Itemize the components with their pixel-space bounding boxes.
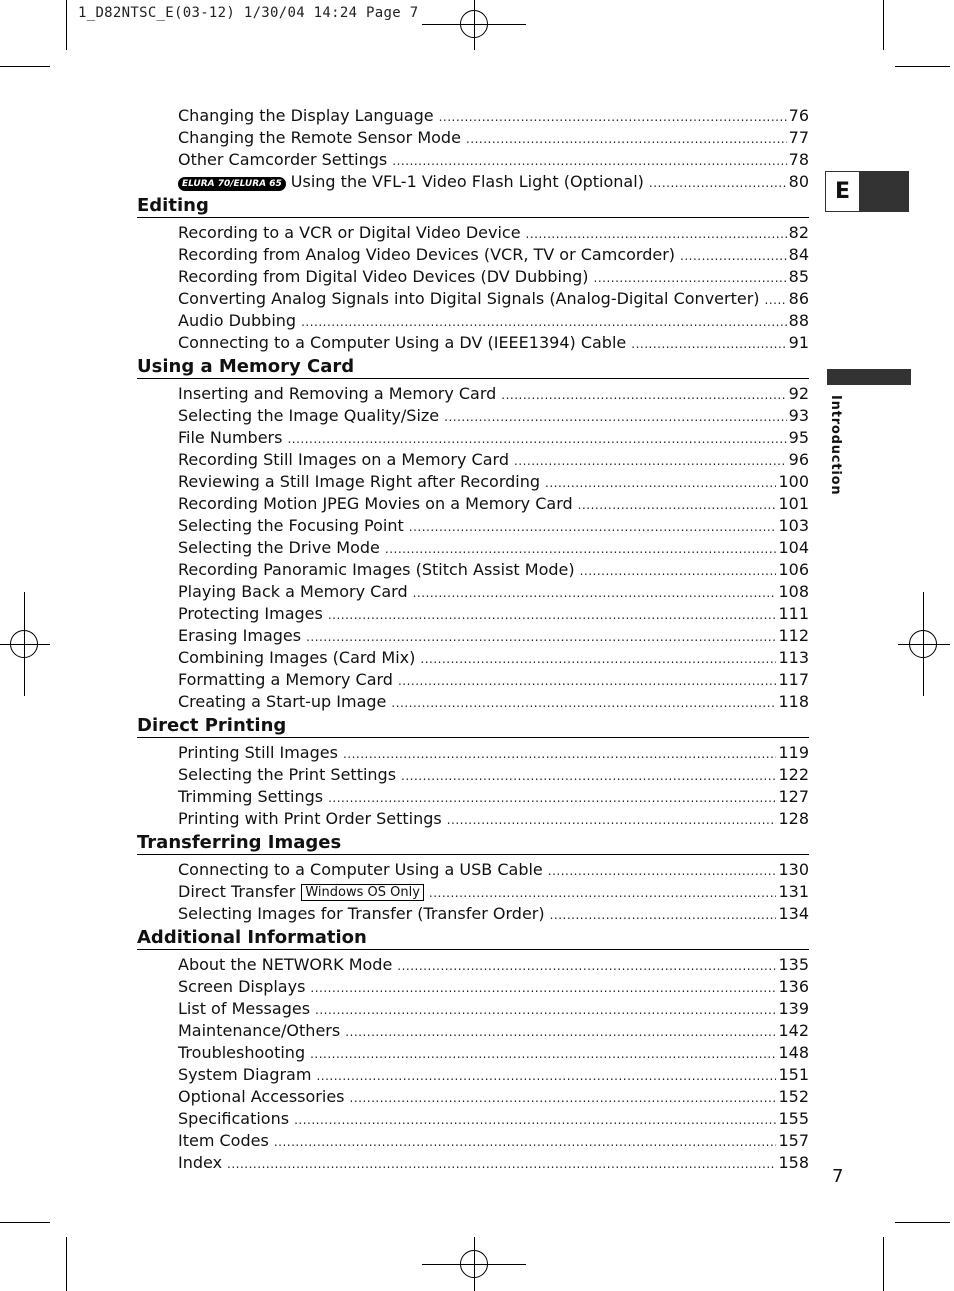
- toc-entry: [137, 1130, 809, 1152]
- leader-dots: [409, 516, 777, 538]
- toc-page-number: 80: [788, 172, 809, 191]
- toc-page-number: 78: [788, 150, 809, 169]
- leader-dots: [649, 172, 787, 194]
- registration-mark-top: [460, 10, 488, 38]
- section-heading: Additional Information: [137, 927, 809, 950]
- toc-entry: [137, 171, 809, 193]
- toc-entry-title: Other Camcorder Settings: [178, 150, 388, 169]
- toc-page-number: 152: [778, 1087, 809, 1106]
- leader-dots: [343, 743, 777, 765]
- toc-entry-title: Changing the Display Language: [178, 106, 434, 125]
- toc-entry-title: Combining Images (Card Mix): [178, 648, 416, 667]
- leader-dots: [680, 245, 787, 267]
- toc-entry-text: [178, 1130, 269, 1152]
- toc-entry-title: Protecting Images: [178, 604, 323, 623]
- side-bar: [827, 369, 911, 385]
- registration-mark-left: [10, 630, 38, 658]
- toc-entry-title: Reviewing a Still Image Right after Recording: [178, 472, 541, 491]
- toc-entry: [137, 998, 809, 1020]
- toc-entry-text: [178, 691, 386, 713]
- leader-dots: [310, 977, 776, 999]
- leader-dots: [413, 582, 777, 604]
- leader-dots: [274, 1131, 777, 1153]
- toc-page-number: 85: [788, 267, 809, 286]
- table-of-contents: [137, 105, 809, 1174]
- toc-entry-text: [178, 998, 310, 1020]
- toc-entry: [137, 1152, 809, 1174]
- toc-page-number: 148: [778, 1043, 809, 1062]
- toc-entry: [137, 903, 809, 925]
- leader-dots: [398, 670, 776, 692]
- toc-entry: [137, 603, 809, 625]
- toc-entry-text: [178, 903, 545, 925]
- toc-entry: [137, 288, 809, 310]
- toc-entry: [137, 625, 809, 647]
- toc-entry: [137, 244, 809, 266]
- toc-entry: [137, 427, 809, 449]
- crop-mark: [883, 1237, 884, 1291]
- model-badge: ELURA 70/ELURA 65: [178, 177, 286, 191]
- toc-page-number: 92: [788, 384, 809, 403]
- toc-entry-text: [178, 105, 434, 127]
- toc-entry-text: [178, 149, 387, 171]
- toc-entry-text: [178, 742, 338, 764]
- toc-entry-text: [178, 493, 573, 515]
- toc-entry-title: Recording from Digital Video Devices (DV Dubbing): [178, 267, 589, 286]
- toc-page-number: 157: [778, 1131, 809, 1150]
- toc-entry-title: Selecting the Focusing Point: [178, 516, 404, 535]
- toc-entry: [137, 493, 809, 515]
- toc-entry-text: [178, 288, 760, 310]
- section-heading: Editing: [137, 195, 809, 218]
- toc-entry-title: Recording from Analog Video Devices (VCR, TV or Camcorder): [178, 245, 676, 264]
- leader-dots: [328, 787, 776, 809]
- toc-entry: [137, 1020, 809, 1042]
- leader-dots: [444, 406, 787, 428]
- toc-entry-text: [178, 171, 644, 193]
- toc-page-number: 84: [788, 245, 809, 264]
- leader-dots: [315, 999, 776, 1021]
- toc-entry-text: [178, 603, 323, 625]
- toc-entry: [137, 691, 809, 713]
- toc-page-number: 77: [788, 128, 809, 147]
- toc-entry-text: [178, 222, 521, 244]
- crop-mark: [0, 66, 50, 67]
- os-tag: Windows OS Only: [301, 884, 424, 901]
- toc-page-number: 101: [778, 494, 809, 513]
- toc-entry-title: Recording Panoramic Images (Stitch Assist Mode): [178, 560, 575, 579]
- toc-page-number: 134: [778, 904, 809, 923]
- toc-entry: [137, 954, 809, 976]
- toc-page-number: 100: [778, 472, 809, 491]
- toc-entry-title: Specifications: [178, 1109, 290, 1128]
- toc-entry: [137, 1086, 809, 1108]
- toc-entry: [137, 105, 809, 127]
- toc-entry-text: [178, 127, 461, 149]
- toc-page-number: 86: [788, 289, 809, 308]
- toc-entry: [137, 222, 809, 244]
- toc-page-number: 104: [778, 538, 809, 557]
- leader-dots: [287, 428, 786, 450]
- toc-page-number: 135: [778, 955, 809, 974]
- toc-entry-title: Printing with Print Order Settings: [178, 809, 442, 828]
- toc-entry-title: List of Messages: [178, 999, 311, 1018]
- toc-page-number: 108: [778, 582, 809, 601]
- leader-dots: [310, 1043, 776, 1065]
- section-heading: Using a Memory Card: [137, 356, 809, 379]
- leader-dots: [227, 1153, 776, 1175]
- leader-dots: [439, 106, 787, 128]
- toc-entry-title: Selecting Images for Transfer (Transfer Order): [178, 904, 545, 923]
- toc-entry-text: [178, 332, 626, 354]
- toc-entry-title: Maintenance/Others: [178, 1021, 341, 1040]
- toc-entry-title: Optional Accessories: [178, 1087, 345, 1106]
- toc-entry-text: [178, 1042, 305, 1064]
- leader-dots: [397, 955, 776, 977]
- language-tab: [825, 171, 909, 212]
- toc-entry: [137, 764, 809, 786]
- crop-mark: [895, 66, 950, 67]
- toc-entry: [137, 1064, 809, 1086]
- toc-entry-title: Selecting the Print Settings: [178, 765, 397, 784]
- leader-dots: [294, 1109, 776, 1131]
- toc-entry-text: [178, 405, 439, 427]
- toc-entry-text: [178, 1064, 311, 1086]
- leader-dots: [328, 604, 777, 626]
- toc-entry-text: [178, 266, 589, 288]
- leader-dots: [316, 1065, 776, 1087]
- toc-entry-title: Formatting a Memory Card: [178, 670, 393, 689]
- toc-page-number: 151: [778, 1065, 809, 1084]
- toc-entry: [137, 1108, 809, 1130]
- leader-dots: [466, 128, 787, 150]
- leader-dots: [631, 333, 786, 355]
- leader-dots: [550, 904, 777, 926]
- leader-dots: [391, 692, 776, 714]
- leader-dots: [514, 450, 787, 472]
- toc-entry: [137, 515, 809, 537]
- toc-entry: [137, 786, 809, 808]
- toc-entry-title: Inserting and Removing a Memory Card: [178, 384, 497, 403]
- toc-page-number: 142: [778, 1021, 809, 1040]
- toc-entry: [137, 647, 809, 669]
- registration-mark-bottom: [460, 1250, 488, 1278]
- toc-entry-title: Changing the Remote Sensor Mode: [178, 128, 461, 147]
- toc-entry-title: Erasing Images: [178, 626, 302, 645]
- toc-page-number: 155: [778, 1109, 809, 1128]
- toc-entry-text: [178, 383, 496, 405]
- toc-page-number: 122: [778, 765, 809, 784]
- toc-entry: [137, 742, 809, 764]
- toc-entry-title: Playing Back a Memory Card: [178, 582, 408, 601]
- toc-page-number: 128: [778, 809, 809, 828]
- leader-dots: [401, 765, 776, 787]
- leader-dots: [350, 1087, 777, 1109]
- leader-dots: [429, 882, 777, 904]
- toc-page-number: 127: [778, 787, 809, 806]
- toc-entry: [137, 127, 809, 149]
- leader-dots: [594, 267, 787, 289]
- toc-entry-text: [178, 427, 282, 449]
- toc-entry-text: [178, 244, 675, 266]
- toc-entry: [137, 881, 809, 903]
- toc-page-number: 82: [788, 223, 809, 242]
- toc-page-number: 131: [778, 882, 809, 901]
- section-heading: Transferring Images: [137, 832, 809, 855]
- toc-entry: [137, 405, 809, 427]
- toc-entry: [137, 669, 809, 691]
- toc-entry-title: Selecting the Image Quality/Size: [178, 406, 440, 425]
- toc-page-number: 117: [778, 670, 809, 689]
- crop-mark: [66, 0, 67, 50]
- leader-dots: [306, 626, 776, 648]
- toc-page-number: 158: [778, 1153, 809, 1172]
- toc-entry-title: Using the VFL-1 Video Flash Light (Optional): [290, 172, 644, 191]
- toc-entry-title: Converting Analog Signals into Digital Signals (Analog-Digital Converter): [178, 289, 760, 308]
- crop-mark: [66, 1237, 67, 1291]
- toc-entry-title: Printing Still Images: [178, 743, 338, 762]
- toc-entry-title: Connecting to a Computer Using a DV (IEEE1394) Cable: [178, 333, 627, 352]
- toc-entry-text: [178, 1108, 289, 1130]
- toc-entry-title: About the NETWORK Mode: [178, 955, 393, 974]
- toc-entry: [137, 808, 809, 830]
- toc-entry-text: [178, 954, 392, 976]
- leader-dots: [447, 809, 777, 831]
- toc-entry-text: [178, 581, 408, 603]
- toc-entry: [137, 149, 809, 171]
- toc-entry-text: [178, 647, 415, 669]
- leader-dots: [578, 494, 777, 516]
- crop-mark: [883, 0, 884, 50]
- toc-page-number: 119: [778, 743, 809, 762]
- print-slug: 1_D82NTSC_E(03-12) 1/30/04 14:24 Page 7: [78, 5, 419, 21]
- toc-entry-text: [178, 808, 442, 830]
- toc-entry-title: Selecting the Drive Mode: [178, 538, 380, 557]
- toc-entry-title: System Diagram: [178, 1065, 312, 1084]
- side-label: Introduction: [828, 395, 843, 496]
- toc-entry-text: [178, 669, 393, 691]
- toc-page-number: 113: [778, 648, 809, 667]
- toc-page-number: 96: [788, 450, 809, 469]
- toc-entry-title: Index: [178, 1153, 223, 1172]
- leader-dots: [580, 560, 777, 582]
- toc-page-number: 91: [788, 333, 809, 352]
- toc-page-number: 95: [788, 428, 809, 447]
- toc-entry-text: [178, 881, 424, 903]
- toc-page-number: 118: [778, 692, 809, 711]
- toc-entry: [137, 976, 809, 998]
- crop-mark: [895, 1222, 950, 1223]
- toc-entry-title: Screen Displays: [178, 977, 306, 996]
- leader-dots: [501, 384, 786, 406]
- toc-page-number: 106: [778, 560, 809, 579]
- toc-entry: [137, 471, 809, 493]
- toc-page-number: 103: [778, 516, 809, 535]
- toc-entry-text: [178, 1152, 222, 1174]
- toc-entry-title: Connecting to a Computer Using a USB Cable: [178, 860, 543, 879]
- toc-entry: [137, 581, 809, 603]
- toc-entry-title: Recording Motion JPEG Movies on a Memory Card: [178, 494, 573, 513]
- toc-entry-title: Recording Still Images on a Memory Card: [178, 450, 509, 469]
- toc-entry-text: [178, 859, 543, 881]
- toc-entry-text: [178, 515, 404, 537]
- toc-page-number: 93: [788, 406, 809, 425]
- crop-mark: [0, 1222, 50, 1223]
- toc-entry-title: Direct Transfer: [178, 882, 296, 901]
- toc-page-number: 88: [788, 311, 809, 330]
- toc-entry-text: [178, 559, 575, 581]
- leader-dots: [345, 1021, 776, 1043]
- toc-entry-title: Recording to a VCR or Digital Video Device: [178, 223, 521, 242]
- language-tab-letter: E: [826, 172, 859, 211]
- toc-entry-text: [178, 786, 323, 808]
- toc-entry-text: [178, 537, 380, 559]
- toc-page-number: 112: [778, 626, 809, 645]
- toc-page-number: 139: [778, 999, 809, 1018]
- toc-entry: [137, 383, 809, 405]
- toc-entry-title: Creating a Start-up Image: [178, 692, 387, 711]
- leader-dots: [548, 860, 777, 882]
- toc-entry-text: [178, 976, 305, 998]
- toc-entry: [137, 859, 809, 881]
- page-number: 7: [832, 1166, 844, 1187]
- toc-entry-text: [178, 1020, 340, 1042]
- toc-entry-text: [178, 764, 396, 786]
- toc-entry: [137, 332, 809, 354]
- toc-entry-title: File Numbers: [178, 428, 283, 447]
- leader-dots: [545, 472, 776, 494]
- toc-page-number: 130: [778, 860, 809, 879]
- leader-dots: [765, 289, 787, 311]
- toc-entry: [137, 1042, 809, 1064]
- toc-page-number: 111: [778, 604, 809, 623]
- leader-dots: [420, 648, 776, 670]
- toc-page-number: 136: [778, 977, 809, 996]
- toc-entry-text: [178, 471, 540, 493]
- toc-entry-title: Trimming Settings: [178, 787, 324, 806]
- toc-entry: [137, 266, 809, 288]
- toc-entry: [137, 310, 809, 332]
- toc-entry: [137, 449, 809, 471]
- toc-entry-text: [178, 449, 509, 471]
- toc-entry-title: Audio Dubbing: [178, 311, 297, 330]
- leader-dots: [301, 311, 787, 333]
- registration-mark-right: [909, 630, 937, 658]
- toc-entry-text: [178, 1086, 345, 1108]
- toc-entry: [137, 537, 809, 559]
- toc-entry: [137, 559, 809, 581]
- toc-entry-title: Troubleshooting: [178, 1043, 306, 1062]
- leader-dots: [392, 150, 786, 172]
- leader-dots: [385, 538, 777, 560]
- toc-entry-text: [178, 625, 301, 647]
- leader-dots: [526, 223, 787, 245]
- toc-entry-text: [178, 310, 296, 332]
- toc-page-number: 76: [788, 106, 809, 125]
- section-heading: Direct Printing: [137, 715, 809, 738]
- toc-entry-title: Item Codes: [178, 1131, 269, 1150]
